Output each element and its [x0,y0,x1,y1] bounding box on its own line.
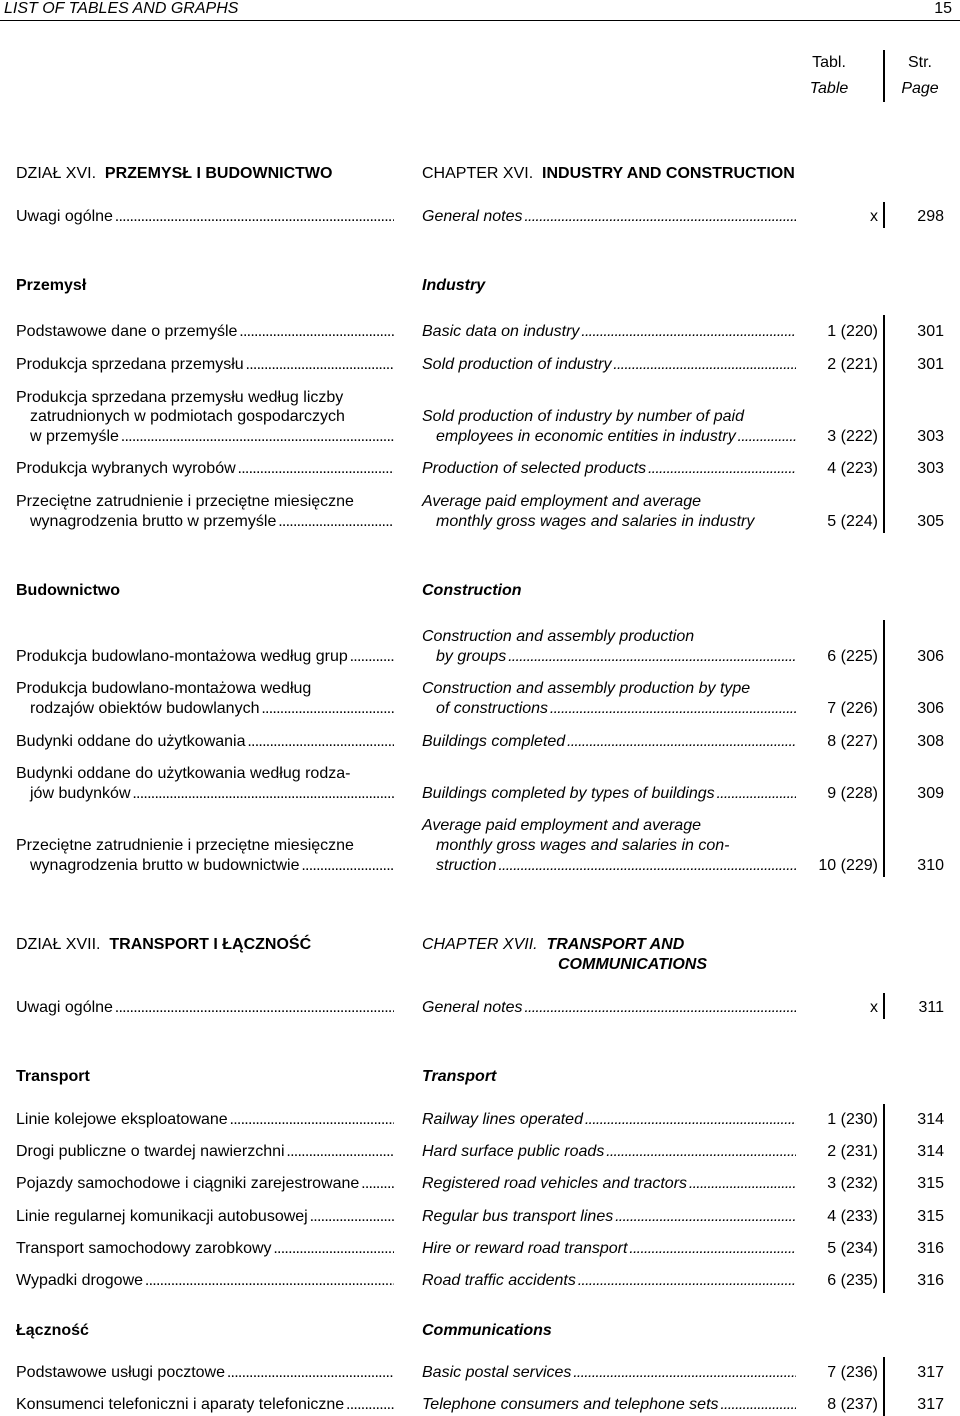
toc-page-number: 316 [917,1272,944,1289]
chapter-name-en: INDUSTRY AND CONSTRUCTION [542,165,795,182]
column-divider [883,1104,885,1293]
toc-page-number: 314 [917,1143,944,1160]
toc-table-number: 6 (235) [827,1272,878,1289]
column-divider [883,620,885,877]
section-heading-pl: Przemysł [16,277,87,294]
section-heading-en: Industry [422,277,486,294]
toc-table-number: 9 (228) [827,785,878,802]
chapter-prefix-pl: DZIAŁ XVII. [16,936,101,953]
toc-page-number: 309 [917,785,944,802]
section-heading-en: Construction [422,582,522,599]
toc-table-number: 5 (224) [827,513,878,530]
toc-page-number: 306 [917,648,944,665]
toc-table-number: 3 (222) [827,428,878,445]
toc-table-number: 4 (233) [827,1208,878,1225]
column-divider [883,202,885,228]
toc-entry-en: General notes . . . [422,207,796,227]
section-heading-en: Transport [422,1068,497,1085]
toc-table-number: 6 (225) [827,648,878,665]
toc-page-number: 305 [917,513,944,530]
column-head-table: Table [809,80,849,97]
toc-table-number: 7 (236) [827,1364,878,1381]
toc-table-number: 4 (223) [827,460,878,477]
toc-page-number: 306 [917,700,944,717]
chapter-name-pl: TRANSPORT I ŁĄCZNOŚĆ [109,936,312,953]
toc-table-number: 5 (234) [827,1240,878,1257]
toc-table-number: 2 (221) [827,356,878,373]
column-divider [883,993,885,1019]
chapter-name-en-line2: COMMUNICATIONS [558,956,708,973]
toc-page-number: 315 [917,1208,944,1225]
toc-page-number: 301 [917,356,944,373]
toc-page-number: 316 [917,1240,944,1257]
toc-page-number: 303 [917,428,944,445]
toc-page-number: 317 [917,1364,944,1381]
chapter-name-pl: PRZEMYSŁ I BUDOWNICTWO [104,165,333,182]
column-divider [883,315,885,533]
toc-table-number: 1 (230) [827,1111,878,1128]
column-divider [883,1357,885,1416]
header-rule [0,20,960,21]
column-head-page: Page [901,80,939,97]
toc-page-number: 314 [917,1111,944,1128]
chapter-xvii-title-en [422,935,684,955]
section-heading-en: Communications [422,1322,552,1339]
section-heading-pl: Łączność [16,1322,89,1339]
toc-entry-pl: Uwagi ogólne . . . [16,207,394,227]
toc-page-number: 308 [917,733,944,750]
toc-table-number: 10 (229) [818,857,878,874]
toc-table-number: x [870,208,878,225]
page-number: 15 [934,0,952,17]
toc-table-number: 1 (220) [827,323,878,340]
toc-page-number: 310 [917,857,944,874]
chapter-prefix-en: CHAPTER XVI. [422,165,534,182]
chapter-prefix-pl: DZIAŁ XVI. [16,165,97,182]
toc-table-number: 8 (237) [827,1396,878,1413]
chapter-xvi-title-en [422,164,795,184]
toc-table-number: x [870,999,878,1016]
chapter-xvi-title-pl [16,164,332,184]
toc-page-number: 311 [918,999,944,1016]
toc-page-number: 315 [917,1175,944,1192]
chapter-name-en: TRANSPORT AND [546,936,685,953]
column-head-divider [883,50,885,102]
running-header-title: LIST OF TABLES AND GRAPHS [4,0,239,17]
chapter-xvii-title-pl [16,935,311,955]
toc-page-number: 298 [917,208,944,225]
chapter-prefix-en: CHAPTER XVII. [422,936,538,953]
toc-table-number: 7 (226) [827,700,878,717]
toc-page-number: 317 [917,1396,944,1413]
section-heading-pl: Budownictwo [16,582,120,599]
toc-page-number: 303 [917,460,944,477]
column-head-tabl: Tabl. [812,54,846,71]
toc-table-number: 8 (227) [827,733,878,750]
toc-table-number: 2 (231) [827,1143,878,1160]
section-heading-pl: Transport [16,1068,90,1085]
column-head-str: Str. [907,54,932,71]
toc-page-number: 301 [917,323,944,340]
toc-table-number: 3 (232) [827,1175,878,1192]
